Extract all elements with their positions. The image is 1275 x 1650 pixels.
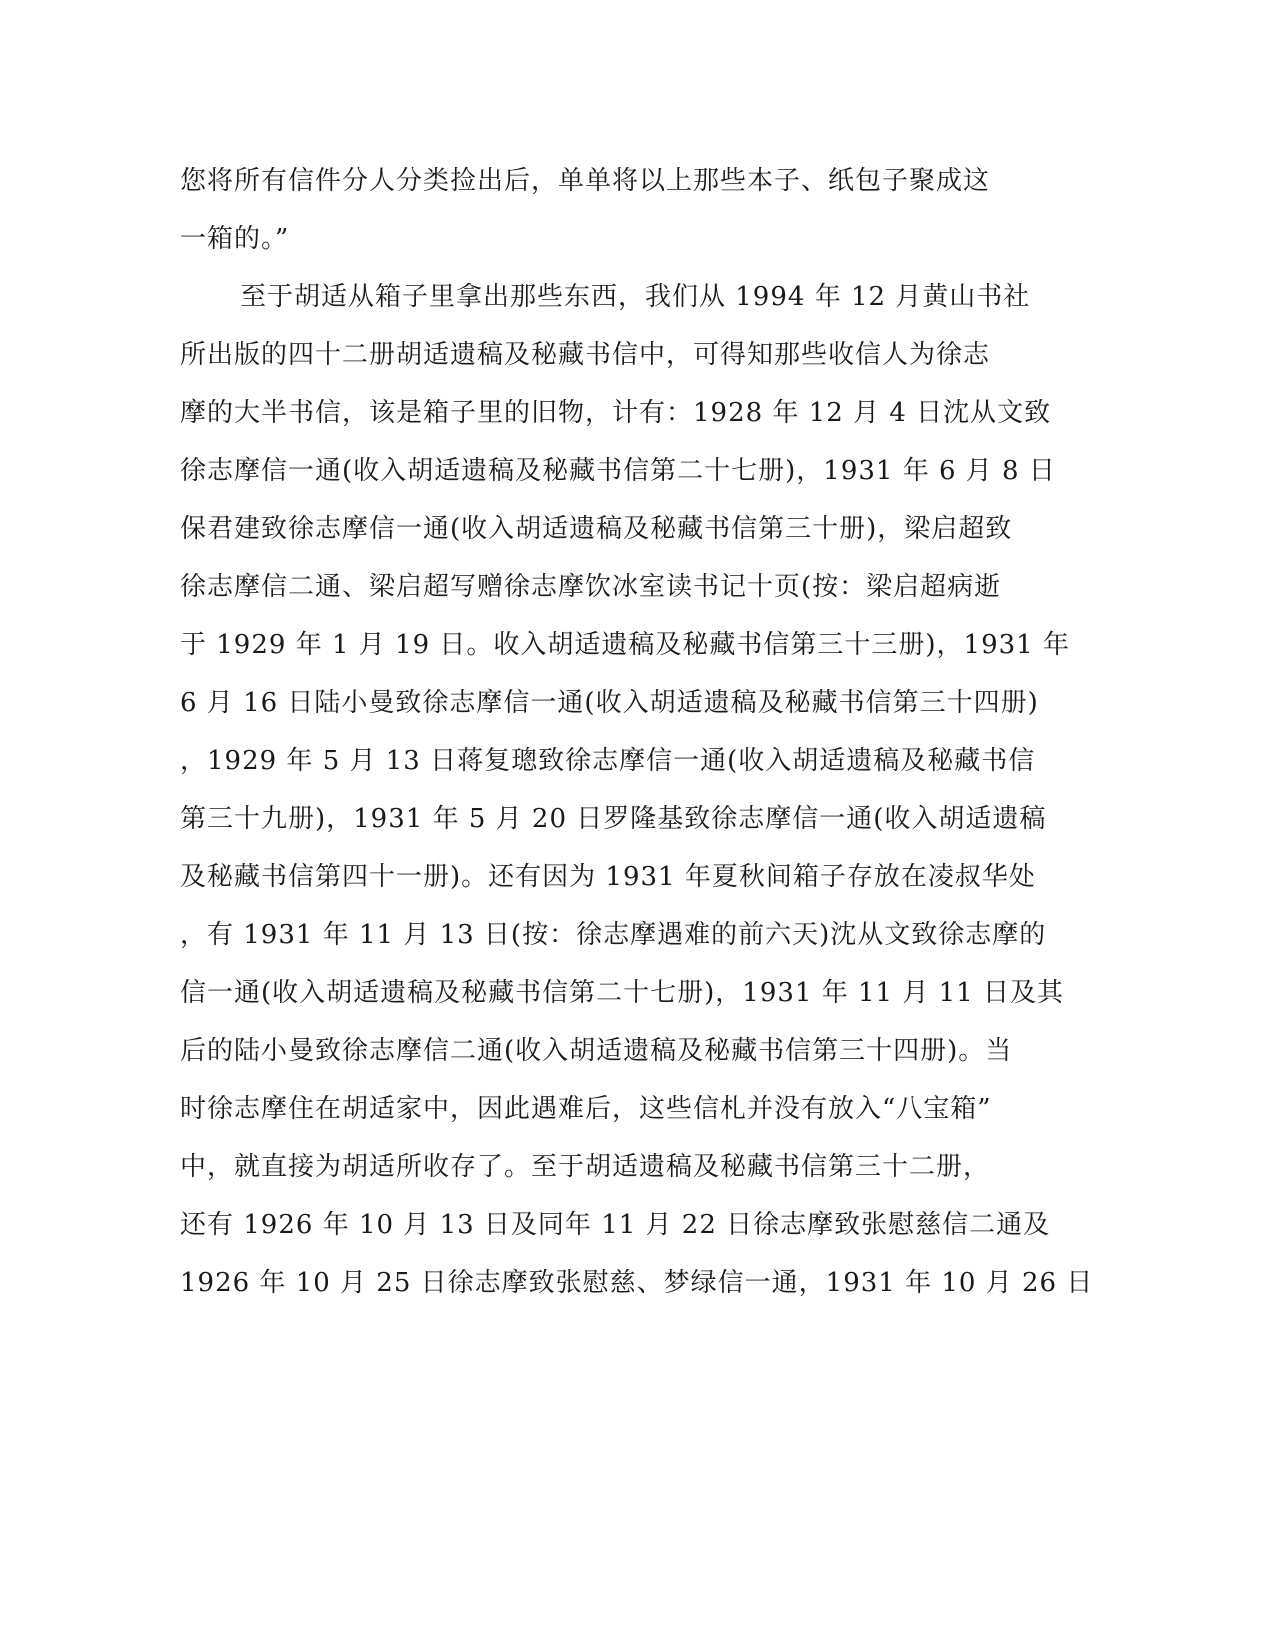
text-line: 及秘藏书信第四十一册)。还有因为 1931 年夏秋间箱子存放在凌叔华处 [180,862,1036,892]
text-line: ，1929 年 5 月 13 日蒋复璁致徐志摩信一通(收入胡适遗稿及秘藏书信 [180,746,1036,776]
text-line: 中，就直接为胡适所收存了。至于胡适遗稿及秘藏书信第三十二册， [180,1152,991,1182]
text-line: 徐志摩信二通、梁启超写赠徐志摩饮冰室读书记十页(按：梁启超病逝 [180,572,1002,602]
text-line: 后的陆小曼致徐志摩信二通(收入胡适遗稿及秘藏书信第三十四册)。当 [180,1036,1013,1066]
text-line: 您将所有信件分人分类捡出后，单单将以上那些本子、纸包子聚成这 [180,166,991,196]
text-line: 一箱的。” [180,224,290,254]
text-line: 第三十九册)，1931 年 5 月 20 日罗隆基致徐志摩信一通(收入胡适遗稿 [180,804,1047,834]
text-line: 保君建致徐志摩信一通(收入胡适遗稿及秘藏书信第三十册)，梁启超致 [180,514,1013,544]
text-line: 信一通(收入胡适遗稿及秘藏书信第二十七册)，1931 年 11 月 11 日及其 [180,978,1064,1008]
text-line: 于 1929 年 1 月 19 日。收入胡适遗稿及秘藏书信第三十三册)，1931 年 [180,630,1070,660]
text-line: 所出版的四十二册胡适遗稿及秘藏书信中，可得知那些收信人为徐志 [180,340,991,370]
paragraph-start-line: 至于胡适从箱子里拿出那些东西，我们从 1994 年 12 月黄山书社 [240,282,1031,312]
text-line: 摩的大半书信，该是箱子里的旧物，计有：1928 年 12 月 4 日沈从文致 [180,398,1052,428]
body-text [180,152,1094,1312]
text-line: 时徐志摩住在胡适家中，因此遇难后，这些信札并没有放入“八宝箱” [180,1094,992,1124]
text-line: 徐志摩信一通(收入胡适遗稿及秘藏书信第二十七册)，1931 年 6 月 8 日 [180,456,1056,486]
text-line: ，有 1931 年 11 月 13 日(按：徐志摩遇难的前六天)沈从文致徐志摩的 [180,920,1047,950]
text-line: 还有 1926 年 10 月 13 日及同年 11 月 22 日徐志摩致张慰慈信二通及 [180,1210,1051,1240]
text-line: 6 月 16 日陆小曼致徐志摩信一通(收入胡适遗稿及秘藏书信第三十四册) [180,688,1039,718]
text-line: 1926 年 10 月 25 日徐志摩致张慰慈、梦绿信一通，1931 年 10 月 26 日 [180,1268,1094,1298]
